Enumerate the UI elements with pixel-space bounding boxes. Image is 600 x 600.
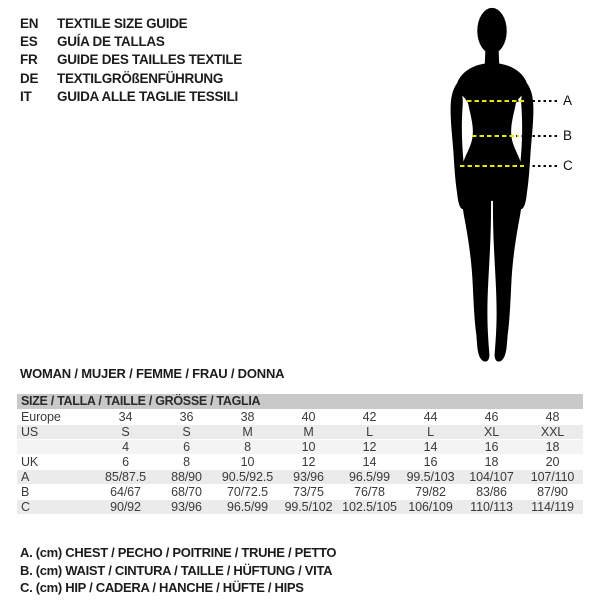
size-cell: 106/109	[400, 499, 461, 514]
size-cell: S	[95, 424, 156, 439]
figure-label-hip: C	[563, 158, 573, 173]
size-table-row	[17, 409, 583, 424]
section-title-woman: WOMAN / MUJER / FEMME / FRAU / DONNA	[20, 366, 285, 381]
language-guide-title: GUIDA ALLE TAGLIE TESSILI	[57, 88, 238, 104]
language-guide-title: GUÍA DE TALLAS	[57, 34, 165, 50]
size-cell: 14	[400, 439, 461, 454]
legend-line: C. (cm) HIP / CADERA / HANCHE / HÜFTE / HIPS	[20, 580, 304, 596]
size-cell: 102.5/105	[339, 499, 400, 514]
size-cell: 16	[461, 439, 522, 454]
size-cell: L	[400, 424, 461, 439]
size-cell: 83/86	[461, 484, 522, 499]
size-cell: 42	[339, 409, 400, 424]
size-cell: 68/70	[156, 484, 217, 499]
figure-label-waist: B	[563, 128, 573, 143]
size-table-header-label: SIZE / TALLA / TAILLE / GRÖSSE / TAGLIA	[17, 394, 583, 409]
row-label: US	[17, 424, 95, 439]
size-cell: S	[156, 424, 217, 439]
size-table-row	[17, 469, 583, 484]
size-cell: 8	[156, 454, 217, 469]
size-cell: 34	[95, 409, 156, 424]
size-cell: XL	[461, 424, 522, 439]
size-cell: 88/90	[156, 469, 217, 484]
size-table-row	[17, 484, 583, 499]
size-cell: 70/72.5	[217, 484, 278, 499]
size-cell: 90/92	[95, 499, 156, 514]
row-label	[17, 439, 95, 454]
size-cell: 99.5/103	[400, 469, 461, 484]
size-cell: 73/75	[278, 484, 339, 499]
size-cell: 96.5/99	[339, 469, 400, 484]
size-cell: 85/87.5	[95, 469, 156, 484]
language-code: IT	[20, 88, 32, 104]
size-table-body	[17, 394, 583, 514]
size-cell: M	[278, 424, 339, 439]
size-cell: 4	[95, 439, 156, 454]
size-cell: 40	[278, 409, 339, 424]
size-cell: M	[217, 424, 278, 439]
legend-line: A. (cm) CHEST / PECHO / POITRINE / TRUHE / PETTO	[20, 545, 337, 560]
size-cell: 36	[156, 409, 217, 424]
waist-measure-line	[472, 135, 519, 137]
size-cell: 18	[522, 439, 583, 454]
size-cell: XXL	[522, 424, 583, 439]
size-cell: 114/119	[522, 499, 583, 514]
size-cell: 99.5/102	[278, 499, 339, 514]
size-cell: 110/113	[461, 499, 522, 514]
language-guide-title: TEXTILE SIZE GUIDE	[57, 16, 188, 31]
size-cell: 87/90	[522, 484, 583, 499]
size-table	[17, 394, 583, 515]
language-guide-title: GUIDE DES TAILLES TEXTILE	[57, 52, 243, 68]
size-cell: L	[339, 424, 400, 439]
size-table-row	[17, 439, 583, 454]
row-label: UK	[17, 454, 95, 469]
row-label: C	[17, 499, 95, 514]
legend-line: B. (cm) WAIST / CINTURA / TAILLE / HÜFTUNG / VITA	[20, 562, 333, 578]
size-cell: 90.5/92.5	[217, 469, 278, 484]
size-cell: 20	[522, 454, 583, 469]
size-cell: 64/67	[95, 484, 156, 499]
language-code: ES	[20, 34, 38, 50]
size-table-row	[17, 424, 583, 439]
size-cell: 18	[461, 454, 522, 469]
language-guide-title: TEXTILGRÖßENFÜHRUNG	[57, 70, 224, 86]
size-cell: 8	[217, 439, 278, 454]
size-cell: 10	[278, 439, 339, 454]
size-cell: 10	[217, 454, 278, 469]
size-cell: 16	[400, 454, 461, 469]
size-cell: 93/96	[156, 499, 217, 514]
figure-label-chest: A	[563, 93, 573, 108]
woman-silhouette-image	[446, 6, 538, 369]
language-code: DE	[20, 70, 39, 86]
size-cell: 48	[522, 409, 583, 424]
size-cell: 6	[156, 439, 217, 454]
row-label: A	[17, 469, 95, 484]
language-code: EN	[20, 16, 39, 31]
size-table-row	[17, 454, 583, 469]
row-label: Europe	[17, 409, 95, 424]
row-label: B	[17, 484, 95, 499]
size-cell: 46	[461, 409, 522, 424]
size-table-header-row	[17, 394, 583, 409]
size-cell: 104/107	[461, 469, 522, 484]
measurement-legend	[20, 544, 336, 597]
size-cell: 12	[278, 454, 339, 469]
size-cell: 93/96	[278, 469, 339, 484]
size-cell: 12	[339, 439, 400, 454]
size-cell: 14	[339, 454, 400, 469]
chest-measure-line	[467, 100, 524, 102]
size-cell: 96.5/99	[217, 499, 278, 514]
size-cell: 44	[400, 409, 461, 424]
size-cell: 76/78	[339, 484, 400, 499]
size-cell: 107/110	[522, 469, 583, 484]
size-cell: 6	[95, 454, 156, 469]
size-cell: 38	[217, 409, 278, 424]
size-cell: 79/82	[400, 484, 461, 499]
size-table-row	[17, 499, 583, 514]
hip-measure-line	[460, 165, 524, 167]
language-code: FR	[20, 52, 38, 68]
